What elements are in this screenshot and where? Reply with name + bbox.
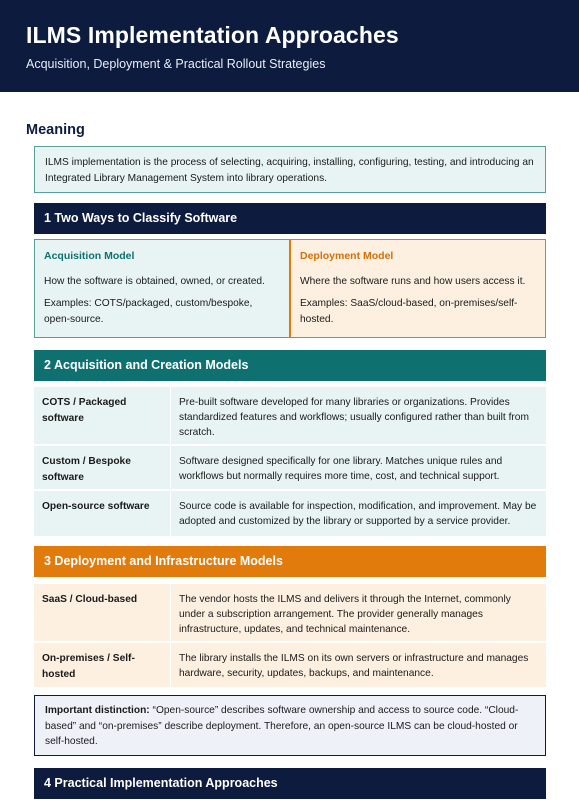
row-term: COTS / Packaged software bbox=[34, 387, 171, 444]
note-label: Important distinction: bbox=[45, 705, 150, 716]
page-header bbox=[0, 0, 579, 92]
table-row bbox=[34, 584, 546, 643]
table-row bbox=[34, 387, 546, 446]
section-3-header: 3 Deployment and Infrastructure Models bbox=[34, 546, 546, 577]
table-row bbox=[34, 446, 546, 491]
row-description: Software designed specifically for one library. Matches unique rules and workflows but normally requires more time, cost, and technical support. bbox=[179, 456, 503, 482]
row-term: On-premises / Self-hosted bbox=[34, 643, 171, 687]
acquisition-model-description: How the software is obtained, owned, or created. bbox=[44, 276, 265, 287]
section-1-header: 1 Two Ways to Classify Software bbox=[34, 203, 546, 234]
meaning-box bbox=[34, 146, 546, 193]
meaning-heading: Meaning bbox=[26, 122, 85, 138]
deployment-model-description: Where the software runs and how users access it. bbox=[300, 276, 526, 287]
row-term: Custom / Bespoke software bbox=[34, 446, 171, 489]
section-4-header: 4 Practical Implementation Approaches bbox=[34, 768, 546, 799]
deployment-model-card bbox=[290, 239, 546, 338]
row-term: SaaS / Cloud-based bbox=[34, 584, 171, 641]
table-row bbox=[34, 643, 546, 687]
acquisition-model-title: Acquisition Model bbox=[44, 250, 135, 262]
meaning-text: ILMS implementation is the process of selecting, acquiring, installing, configuring, testing, and introducing an Integrated Library Management System into library operations. bbox=[45, 157, 534, 184]
row-description: Pre-built software developed for many libraries or organizations. Provides standardized features and workflows; usually configured rather than built from scratch. bbox=[179, 397, 529, 438]
page-subtitle: Acquisition, Deployment & Practical Rollout Strategies bbox=[26, 57, 326, 71]
acquisition-models-table bbox=[34, 387, 546, 536]
deployment-model-title: Deployment Model bbox=[300, 250, 394, 262]
row-description: Source code is available for inspection, modification, and improvement. May be adopted and customized by the library or supported by a service provider. bbox=[179, 501, 537, 527]
important-distinction-note bbox=[34, 695, 546, 756]
table-row bbox=[34, 491, 546, 536]
row-description: The library installs the ILMS on its own servers or infrastructure and manages hardware, security, updates, backups, and maintenance. bbox=[179, 653, 529, 679]
note-text: “Open-source” describes software ownership and access to source code. “Cloud-based” and “on-premises” describe deployment. Therefore, an open-source ILMS can be cloud-hosted or self-hosted. bbox=[45, 705, 519, 747]
deployment-models-table bbox=[34, 584, 546, 687]
acquisition-model-examples: Examples: COTS/packaged, custom/bespoke, open-source. bbox=[44, 298, 253, 325]
acquisition-model-card bbox=[34, 239, 290, 338]
section-2-header: 2 Acquisition and Creation Models bbox=[34, 350, 546, 381]
row-description: The vendor hosts the ILMS and delivers it through the Internet, commonly under a subscription arrangement. The provider generally manages infrastructure, updates, and technical maintenance. bbox=[179, 594, 511, 635]
row-term: Open-source software bbox=[34, 491, 171, 536]
page-title: ILMS Implementation Approaches bbox=[26, 22, 399, 48]
deployment-model-examples: Examples: SaaS/cloud-based, on-premises/self-hosted. bbox=[300, 298, 518, 325]
